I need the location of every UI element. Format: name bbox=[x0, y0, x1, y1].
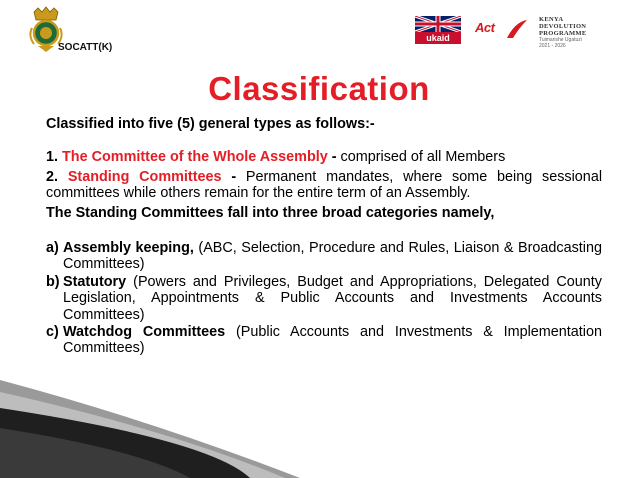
act-swoosh-icon bbox=[505, 18, 529, 40]
ukaid-logo bbox=[415, 16, 461, 44]
org-name: SOCATT(K) bbox=[58, 42, 113, 53]
category-item-c bbox=[46, 324, 602, 357]
slide-title: Classification bbox=[208, 70, 430, 107]
type-description: comprised of all Members bbox=[340, 149, 506, 166]
type-number: 1. bbox=[46, 149, 59, 166]
partner-logos bbox=[415, 16, 625, 49]
type-separator: - bbox=[221, 168, 246, 185]
category-heading: Statutory bbox=[63, 273, 127, 290]
kdp-line-3: PROGRAMME bbox=[539, 30, 587, 37]
type-name: Standing Committees bbox=[67, 168, 222, 185]
standing-committees-lead: The Standing Committees fall into three broad categories namely, bbox=[46, 204, 495, 221]
type-description: Permanent mandates, where some being sessional committees while others remain for the entire term of an Assembly. bbox=[46, 168, 603, 202]
act-label: Act bbox=[475, 20, 495, 35]
category-description: (Public Accounts and Investments & Implementation Committees) bbox=[63, 324, 603, 357]
category-marker: c) bbox=[46, 324, 59, 341]
type-separator: - bbox=[327, 149, 341, 166]
ukaid-label: ukaid bbox=[415, 32, 461, 44]
type-item-2 bbox=[46, 169, 602, 202]
type-name: The Committee of the Whole Assembly bbox=[62, 149, 328, 166]
slide-body bbox=[46, 116, 602, 358]
kdp-line-1: KENYA bbox=[539, 16, 564, 23]
kdp-sub-1: Tuimarishe Ugatuzi bbox=[539, 37, 582, 43]
kdp-line-2: DEVOLUTION bbox=[539, 23, 587, 30]
type-item-1 bbox=[46, 149, 602, 165]
category-marker: a) bbox=[46, 240, 59, 257]
intro-text: Classified into five (5) general types as follows:- bbox=[46, 116, 375, 132]
category-heading: Assembly keeping, bbox=[63, 240, 194, 257]
union-flag-icon bbox=[415, 16, 461, 32]
category-item-a bbox=[46, 240, 602, 273]
act-logo bbox=[473, 18, 531, 42]
kdp-sub-2: 2021 - 2026 bbox=[539, 43, 566, 49]
type-number: 2. bbox=[46, 168, 59, 185]
category-heading: Watchdog Committees bbox=[63, 324, 226, 341]
category-marker: b) bbox=[46, 273, 60, 290]
category-item-b bbox=[46, 274, 602, 323]
category-description: (Powers and Privileges, Budget and Appropriations, Delegated County Legislation, Appointments & Public Accounts and Investments Accounts Committees) bbox=[63, 273, 602, 323]
category-description: (ABC, Selection, Procedure and Rules, Liaison & Broadcasting Committees) bbox=[63, 240, 602, 273]
kdp-logo bbox=[539, 16, 625, 49]
